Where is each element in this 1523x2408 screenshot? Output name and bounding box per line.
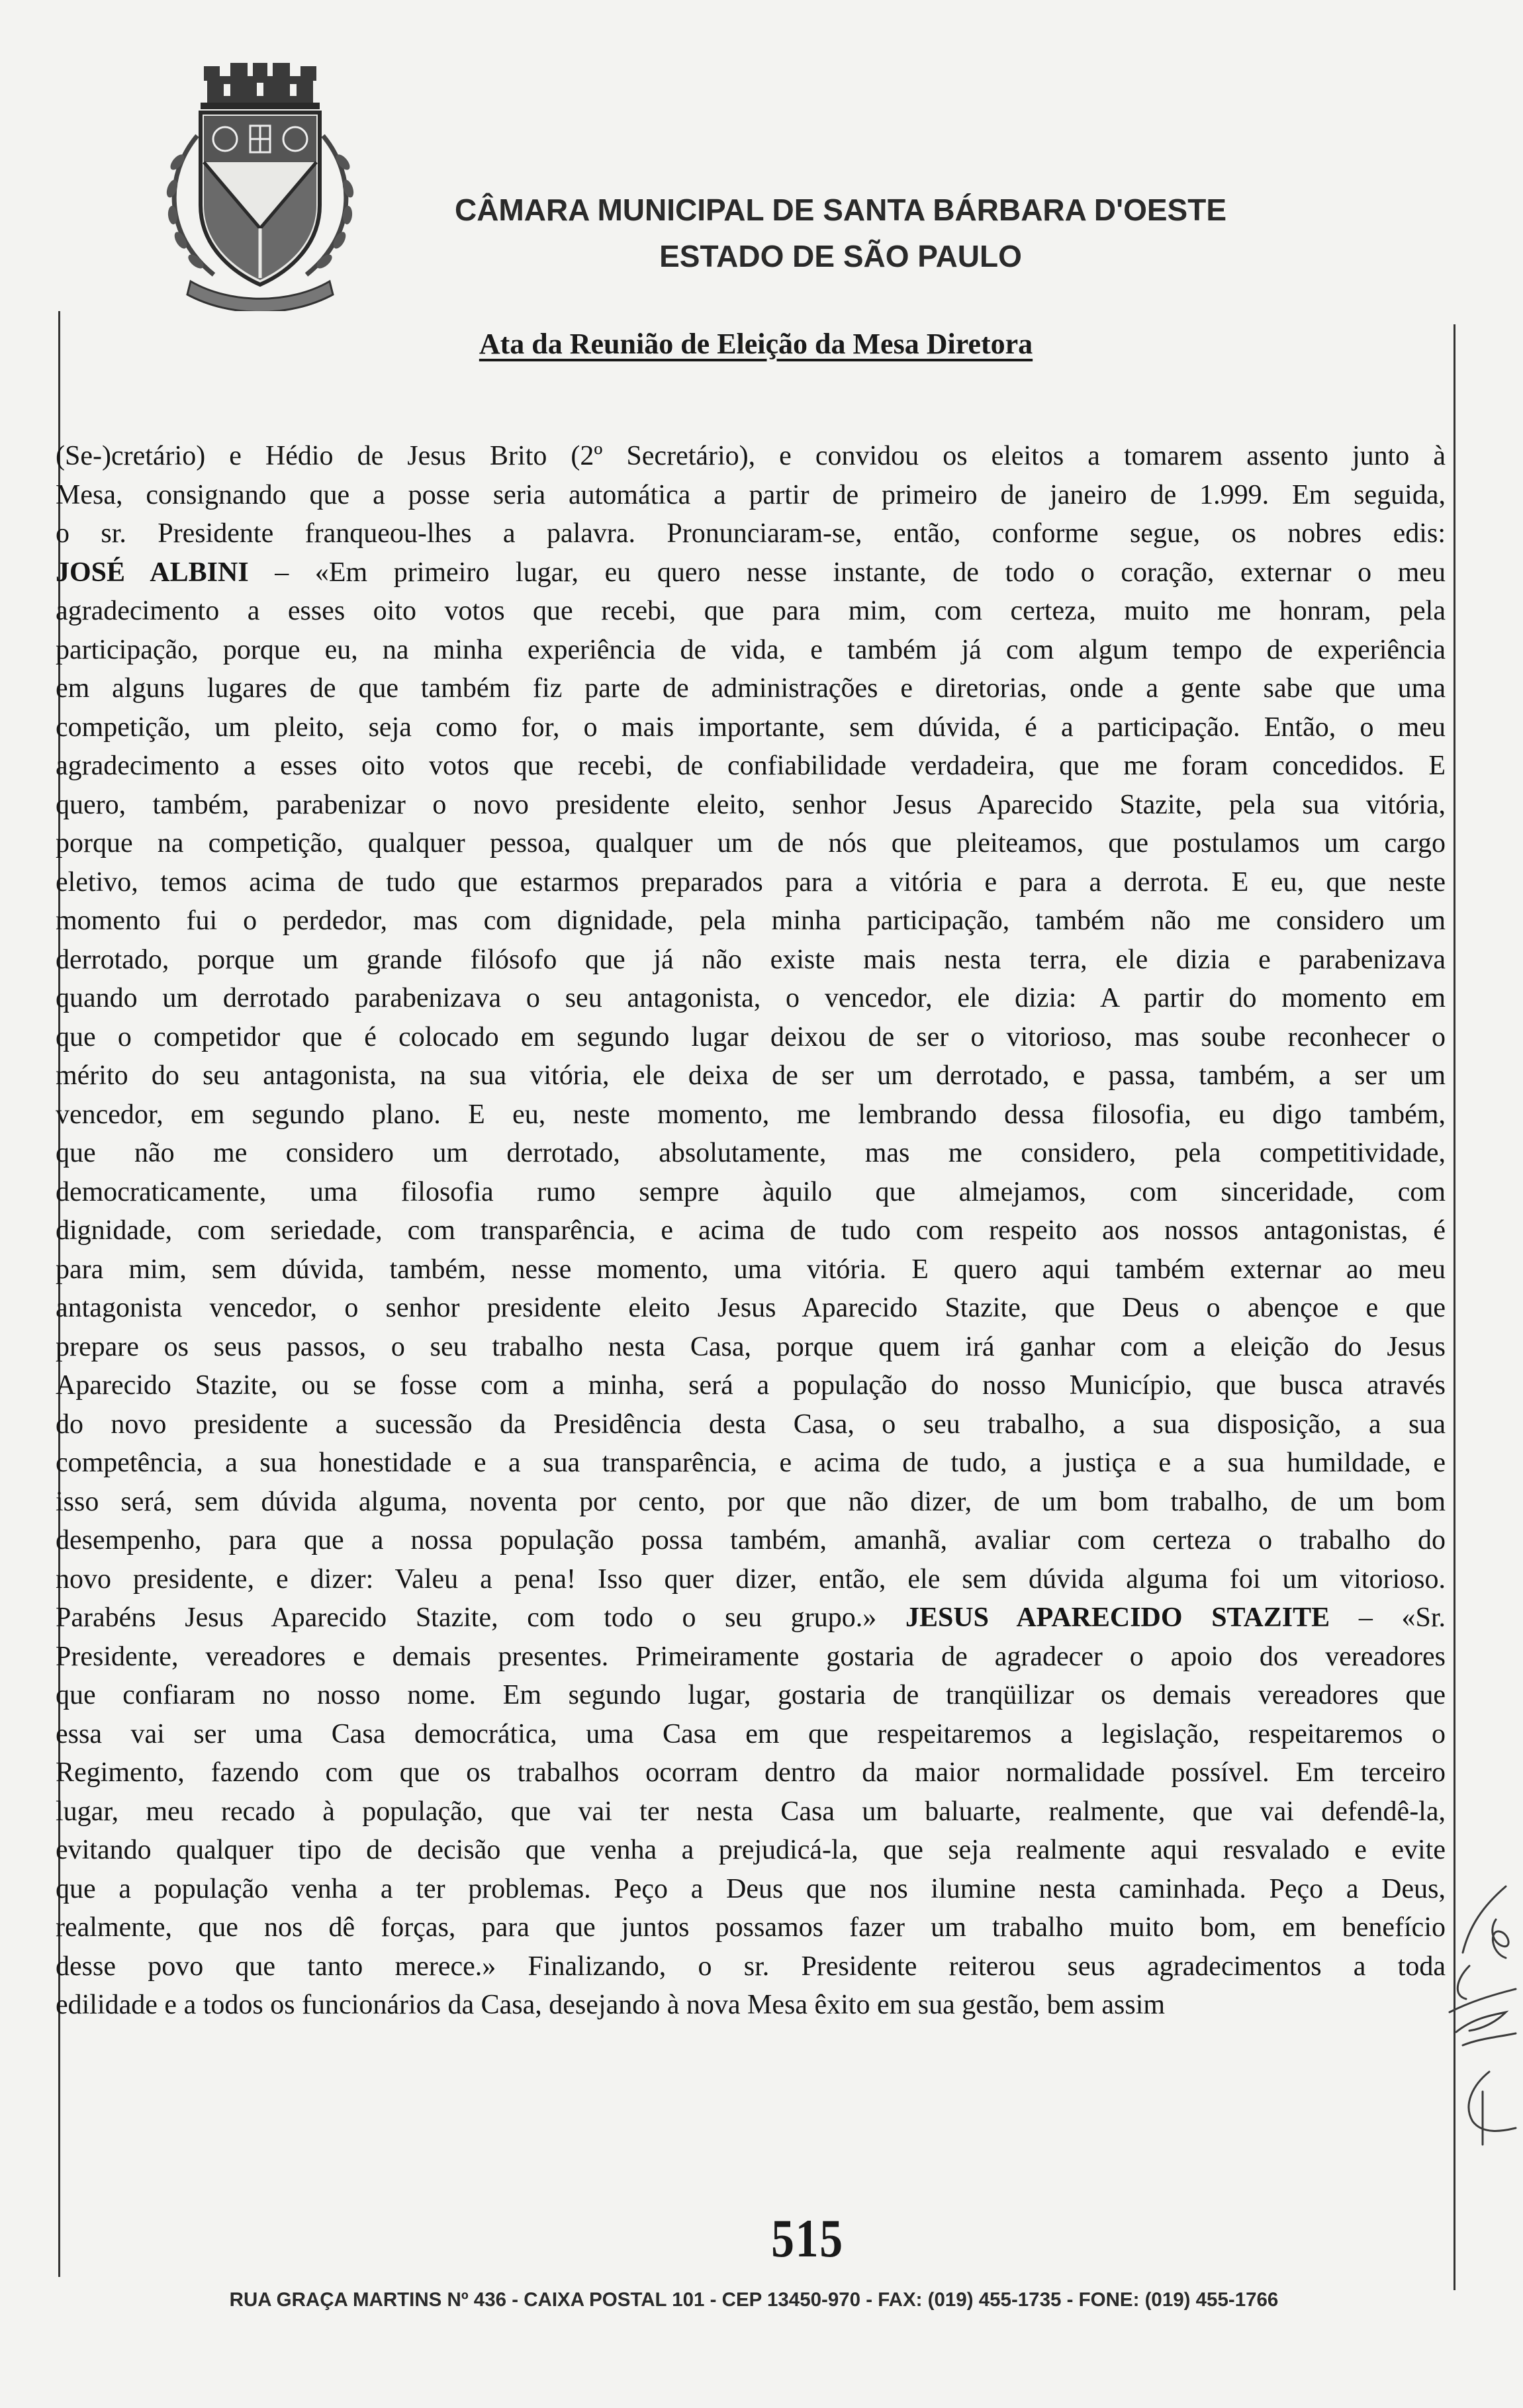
text-segment: eletivo, temos acima de tudo que estarmos preparados para a vitória e para a derrota. E eu, que neste bbox=[56, 866, 1446, 898]
text-segment: que confiaram no nosso nome. Em segundo lugar, gostaria de tranqüilizar os demais vereadores que bbox=[56, 1680, 1446, 1710]
text-line bbox=[56, 476, 1446, 515]
text-segment: quando um derrotado parabenizava o seu antagonista, o vencedor, ele dizia: A partir do momento em bbox=[56, 983, 1446, 1013]
text-line bbox=[56, 669, 1446, 708]
text-segment: do novo presidente a sucessão da Presidência desta Casa, o seu trabalho, a sua disposição, a sua bbox=[56, 1409, 1446, 1440]
text-segment: antagonista vencedor, o senhor presidente eleito Jesus Aparecido Stazite, que Deus o abençoe e que bbox=[56, 1293, 1446, 1323]
text-segment: essa vai ser uma Casa democrática, uma Casa em que respeitaremos a legislação, respeitaremos o bbox=[56, 1718, 1446, 1749]
text-segment: Presidente, vereadores e demais presentes. Primeiramente gostaria de agradecer o apoio dos vereadores bbox=[56, 1641, 1446, 1672]
text-segment: realmente, que nos dê forças, para que juntos possamos fazer um trabalho muito bom, em benefício bbox=[56, 1912, 1446, 1943]
text-line bbox=[56, 1753, 1446, 1792]
text-segment: porque na competição, qualquer pessoa, qualquer um de nós que pleiteamos, que postulamos um cargo bbox=[56, 828, 1446, 858]
text-segment: para mim, sem dúvida, também, nesse momento, uma vitória. E quero aqui também externar ao meu bbox=[56, 1254, 1446, 1285]
text-line bbox=[56, 1560, 1446, 1599]
text-line bbox=[56, 1018, 1446, 1057]
text-line bbox=[56, 902, 1446, 941]
text-line bbox=[56, 1211, 1446, 1250]
text-line bbox=[56, 979, 1446, 1018]
text-line bbox=[56, 786, 1446, 825]
text-line bbox=[56, 514, 1446, 553]
minutes-body bbox=[56, 437, 1446, 2025]
text-line bbox=[56, 1638, 1446, 1677]
text-line bbox=[56, 1831, 1446, 1870]
text-segment: prepare os seus passos, o seu trabalho nesta Casa, porque quem irá ganhar com a eleição do Jesus bbox=[56, 1331, 1446, 1362]
text-line bbox=[56, 1289, 1446, 1328]
text-segment: desse povo que tanto merece.» Finalizando, o sr. Presidente reiterou seus agradecimentos a toda bbox=[56, 1951, 1446, 1982]
text-segment: – «Em primeiro lugar, eu quero nesse instante, de todo o coração, externar o meu bbox=[248, 557, 1446, 588]
text-line bbox=[56, 1056, 1446, 1095]
text-segment: novo presidente, e dizer: Valeu a pena! Isso quer dizer, então, ele sem dúvida alguma foi um vitorioso. bbox=[56, 1563, 1446, 1595]
text-segment: agradecimento a esses oito votos que recebi, de confiabilidade verdadeira, que me foram concedidos. E bbox=[56, 751, 1446, 781]
page-number: 515 bbox=[771, 2208, 844, 2268]
text-line bbox=[56, 1792, 1446, 1831]
text-line bbox=[56, 1986, 1446, 2025]
text-segment: vencedor, em segundo plano. E eu, neste momento, me lembrando dessa filosofia, eu digo também, bbox=[56, 1099, 1446, 1130]
text-segment: desempenho, para que a nossa população possa também, amanhã, avaliar com certeza o trabalho do bbox=[56, 1525, 1446, 1555]
text-segment: momento fui o perdedor, mas com dignidade, pela minha participação, também não me considero um bbox=[56, 905, 1446, 936]
text-segment: agradecimento a esses oito votos que recebi, que para mim, com certeza, muito me honram, pela bbox=[56, 596, 1446, 626]
text-line bbox=[56, 1095, 1446, 1135]
text-line bbox=[56, 863, 1446, 902]
text-segment: – «Sr. bbox=[1330, 1602, 1446, 1633]
text-line bbox=[56, 631, 1446, 670]
text-line bbox=[56, 1870, 1446, 1909]
text-segment: que o competidor que é colocado em segundo lugar deixou de ser o vitorioso, mas soube reconhecer o bbox=[56, 1021, 1446, 1052]
text-line bbox=[56, 1444, 1446, 1483]
letterhead bbox=[397, 187, 1284, 279]
text-line bbox=[56, 553, 1446, 592]
text-line bbox=[56, 1676, 1446, 1715]
text-line bbox=[56, 1908, 1446, 1947]
text-segment: participação, porque eu, na minha experiência de vida, e também já com algum tempo de experiência bbox=[56, 634, 1446, 665]
text-line bbox=[56, 1366, 1446, 1405]
text-line bbox=[56, 1598, 1446, 1638]
text-line bbox=[56, 1947, 1446, 1986]
speaker-name: JOSÉ ALBINI bbox=[56, 557, 249, 588]
text-segment: Aparecido Stazite, ou se fosse com a minha, será a população do nosso Município, que busca através bbox=[56, 1370, 1446, 1401]
text-segment: em alguns lugares de que também fiz parte de administrações e diretorias, onde a gente sabe que uma bbox=[56, 673, 1446, 704]
text-segment: evitando qualquer tipo de decisão que venha a prejudicá-la, que seja realmente aqui resvalado e evite bbox=[56, 1835, 1446, 1865]
text-segment: dignidade, com seriedade, com transparência, e acima de tudo com respeito aos nossos antagonistas, é bbox=[56, 1215, 1446, 1246]
text-segment: democraticamente, uma filosofia rumo sempre àquilo que almejamos, com sinceridade, com bbox=[56, 1176, 1446, 1207]
footer-address: RUA GRAÇA MARTINS Nº 436 - CAIXA POSTAL 101 - CEP 13450-970 - FAX: (019) 455-1735 - FONE: (019) 455-1766 bbox=[229, 2289, 1279, 2311]
text-line bbox=[56, 708, 1446, 747]
text-segment: (Se-)cretário) e Hédio de Jesus Brito (2º Secretário), e convidou os eleitos a tomarem assento junto à bbox=[56, 441, 1446, 471]
text-segment: que a população venha a ter problemas. Peço a Deus que nos ilumine nesta caminhada. Peço a Deus, bbox=[56, 1873, 1446, 1904]
text-segment: que não me considero um derrotado, absolutamente, mas me considero, pela competitividade, bbox=[56, 1138, 1446, 1168]
text-line bbox=[56, 1134, 1446, 1173]
text-line bbox=[56, 592, 1446, 631]
text-segment: mérito do seu antagonista, na sua vitória, ele deixa de ser um derrotado, e passa, também, a ser um bbox=[56, 1060, 1446, 1091]
text-line bbox=[56, 437, 1446, 476]
text-line bbox=[56, 1328, 1446, 1367]
text-segment: Regimento, fazendo com que os trabalhos ocorram dentro da maior normalidade possível. Em terceiro bbox=[56, 1757, 1446, 1788]
text-segment: Parabéns Jesus Aparecido Stazite, com todo o seu grupo.» bbox=[56, 1602, 905, 1633]
text-line bbox=[56, 1173, 1446, 1212]
coat-of-arms-icon bbox=[151, 63, 369, 311]
text-line bbox=[56, 941, 1446, 980]
text-line bbox=[56, 1250, 1446, 1289]
text-segment: competência, a sua honestidade e a sua transparência, e acima de tudo, a justiça e a sua humildade, e bbox=[56, 1448, 1446, 1478]
text-line bbox=[56, 1521, 1446, 1560]
institution-name: CÂMARA MUNICIPAL DE SANTA BÁRBARA D'OESTE bbox=[454, 193, 1227, 227]
text-line bbox=[56, 1715, 1446, 1754]
speaker-name: JESUS APARECIDO STAZITE bbox=[905, 1602, 1330, 1633]
text-segment: quero, também, parabenizar o novo presidente eleito, senhor Jesus Aparecido Stazite, pela sua vitória, bbox=[56, 789, 1446, 820]
text-segment: o sr. Presidente franqueou-lhes a palavra. Pronunciaram-se, então, conforme segue, os nobres edis: bbox=[56, 518, 1446, 549]
document-title: Ata da Reunião de Eleição da Mesa Diretora bbox=[479, 328, 1033, 360]
text-line bbox=[56, 824, 1446, 863]
text-segment: edilidade e a todos os funcionários da Casa, desejando à nova Mesa êxito em sua gestão, bem assim bbox=[56, 1990, 1166, 2020]
state-name: ESTADO DE SÃO PAULO bbox=[659, 239, 1022, 273]
text-line bbox=[56, 1405, 1446, 1444]
text-line bbox=[56, 1483, 1446, 1522]
text-segment: derrotado, porque um grande filósofo que já não existe mais nesta terra, ele dizia e parabenizava bbox=[56, 944, 1446, 975]
text-line bbox=[56, 747, 1446, 786]
text-segment: competição, um pleito, seja como for, o mais importante, sem dúvida, é a participação. Então, o meu bbox=[56, 712, 1446, 743]
text-segment: isso será, sem dúvida alguma, noventa por cento, por que não dizer, de um bom trabalho, de um bom bbox=[56, 1486, 1446, 1517]
margin-signatures bbox=[1443, 1880, 1523, 2158]
text-segment: Mesa, consignando que a posse seria automática a partir de primeiro de janeiro de 1.999. Em seguida, bbox=[56, 479, 1446, 510]
text-segment: lugar, meu recado à população, que vai ter nesta Casa um baluarte, realmente, que vai defendê-la, bbox=[56, 1796, 1446, 1827]
